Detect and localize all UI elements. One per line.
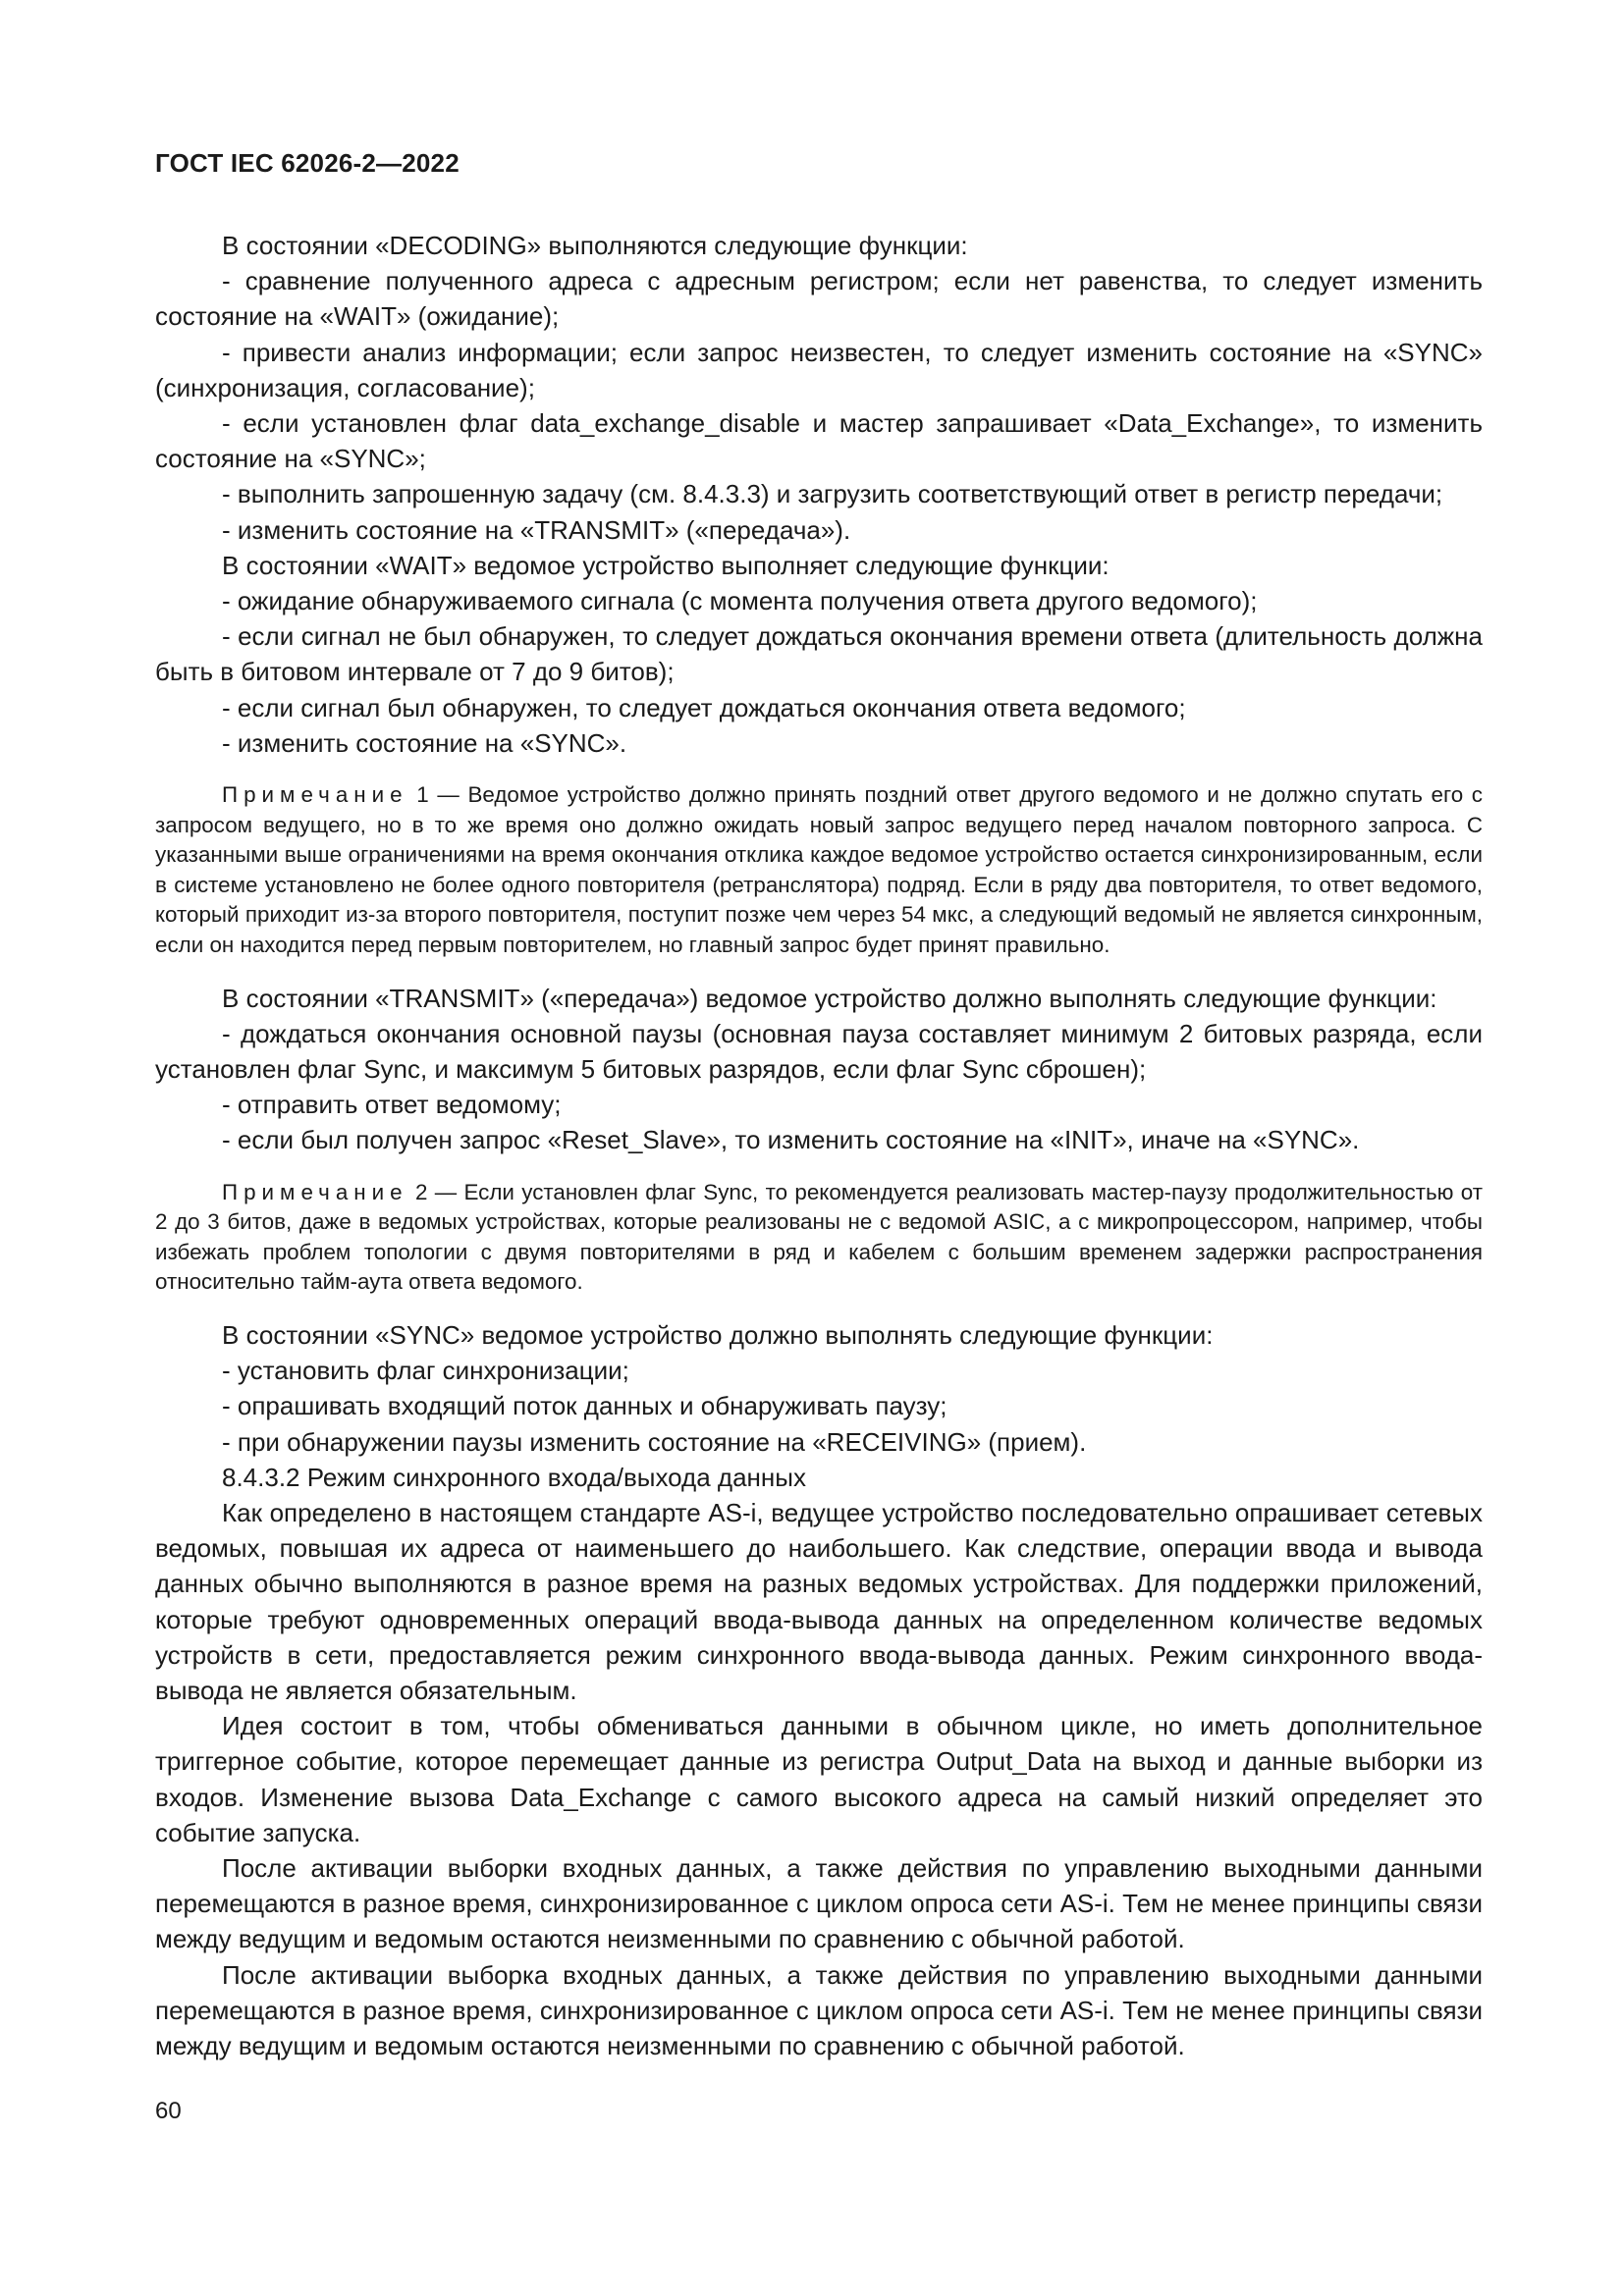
- list-item: - установить флаг синхронизации;: [222, 1356, 629, 1386]
- document-header: ГОСТ IEC 62026-2—2022: [155, 148, 460, 178]
- list-item: - выполнить запрошенную задачу (см. 8.4.3.3) и загрузить соответствующий ответ в регистр передачи;: [222, 479, 1443, 509]
- list-item: - привести анализ информации; если запрос неизвестен, то следует изменить состояние на «SYNC» (синхронизация, согласование);: [155, 337, 1483, 402]
- paragraph: После активации выборка входных данных, а также действия по управлению выходными данными перемещаются в разное время, синхронизированное с циклом опроса сети AS-i. Тем не менее принципы связи между ведущим и ведомым остаются неизменными по сравнению с обычной работой.: [155, 1959, 1483, 2061]
- note-1-text: 1 — Ведомое устройство должно принять поздний ответ другого ведомого и не должно спутать его с запросом ведущего, но в то же время оно должно ожидать новый запрос ведущего перед началом повторного запроса. С указанными выше ограничениями на время окончания отклика каждое ведомое устройство остается синхронизированным, если в системе установлено не более одного повторителя (ретранслятора) подряд. Если в ряду два повторителя, то ответ ведомого, который приходит из-за второго повторителя, поступит позже чем через 54 мкс, а следующий ведомый не является синхронным, если он находится перед первым повторителем, но главный запрос будет принят правильно.: [155, 782, 1483, 958]
- list-item: - отправить ответ ведомому;: [222, 1090, 562, 1120]
- note-2-paragraph: [155, 1178, 1483, 1298]
- note-2-label: Примечание: [222, 1179, 408, 1204]
- list-item: - если установлен флаг data_exchange_disable и мастер запрашивает «Data_Exchange», то изменить состояние на «SYNC»;: [155, 408, 1483, 474]
- list-item: - если был получен запрос «Reset_Slave», то изменить состояние на «INIT», иначе на «SYNC».: [222, 1125, 1360, 1155]
- text-block-transmit: [155, 981, 1483, 1158]
- paragraph: Идея состоит в том, чтобы обмениваться данными в обычном цикле, но иметь дополнительное триггерное событие, которое перемещает данные из регистра Output_Data на выход и данные выборки из входов. Изменение вызова Data_Exchange с самого высокого адреса на самый низкий определяет это событие запуска.: [155, 1711, 1483, 1847]
- note-1-paragraph: [155, 780, 1483, 961]
- list-item: - ожидание обнаруживаемого сигнала (с момента получения ответа другого ведомого);: [222, 586, 1258, 616]
- note-2-text: 2 — Если установлен флаг Sync, то рекомендуется реализовать мастер-паузу продолжительностью от 2 до 3 битов, даже в ведомых устройствах, которые реализованы не с ведомой ASIC, а с микропроцессором, например, чтобы избежать проблем топологии с двумя повторителями в ряд и кабелем с большим временем задержки распространения относительно тайм-аута ответа ведомого.: [155, 1179, 1483, 1295]
- paragraph: В состоянии «TRANSMIT» («передача») ведомое устройство должно выполнять следующие функции:: [222, 983, 1437, 1013]
- note-2: [155, 1178, 1483, 1298]
- note-1: [155, 780, 1483, 961]
- paragraph: В состоянии «DECODING» выполняются следующие функции:: [222, 231, 968, 260]
- note-1-label: Примечание: [222, 782, 408, 808]
- list-item: - дождаться окончания основной паузы (основная пауза составляет минимум 2 битовых разряда, если установлен флаг Sync, и максимум 5 битовых разрядов, если флаг Sync сброшен);: [155, 1018, 1483, 1085]
- page-number: 60: [155, 2098, 182, 2124]
- paragraph: В состоянии «WAIT» ведомое устройство выполняет следующие функции:: [222, 550, 1110, 580]
- section-heading: 8.4.3.2 Режим синхронного входа/выхода данных: [222, 1462, 806, 1492]
- list-item: - изменить состояние на «TRANSMIT» («передача»).: [222, 514, 851, 545]
- paragraph: После активации выборки входных данных, а также действия по управлению выходными данными перемещаются в разное время, синхронизированное с циклом опроса сети AS-i. Тем не менее принципы связи между ведущим и ведомым остаются неизменными по сравнению с обычной работой.: [155, 1853, 1483, 1954]
- list-item: - опрашивать входящий поток данных и обнаруживать паузу;: [222, 1391, 947, 1421]
- paragraph: В состоянии «SYNC» ведомое устройство должно выполнять следующие функции:: [222, 1320, 1214, 1350]
- document-page: [155, 147, 1483, 2063]
- list-item: - изменить состояние на «SYNC».: [222, 727, 627, 758]
- text-block-sync: [155, 1317, 1483, 2063]
- list-item: - если сигнал был обнаружен, то следует дождаться окончания ответа ведомого;: [222, 692, 1186, 722]
- list-item: - сравнение полученного адреса с адресным регистром; если нет равенства, то следует изменить состояние на «WAIT» (ожидание);: [155, 266, 1483, 332]
- paragraph: Как определено в настоящем стандарте AS-i, ведущее устройство последовательно опрашивает сетевых ведомых, повышая их адреса от наименьшего до наибольшего. Как следствие, операции ввода и вывода данных обычно выполняются в разное время на разных ведомых устройствах. Для поддержки приложений, которые требуют одновременных операций ввода-вывода данных на определенном количестве ведомых устройств в сети, предоставляется режим синхронного ввода-вывода данных. Режим синхронного ввода-вывода не является обязательным.: [155, 1498, 1483, 1706]
- list-item: - если сигнал не был обнаружен, то следует дождаться окончания времени ответа (длительность должна быть в битовом интервале от 7 до 9 битов);: [155, 621, 1483, 687]
- text-block-decoding-wait: [155, 228, 1483, 761]
- list-item: - при обнаружении паузы изменить состояние на «RECEIVING» (прием).: [222, 1426, 1087, 1457]
